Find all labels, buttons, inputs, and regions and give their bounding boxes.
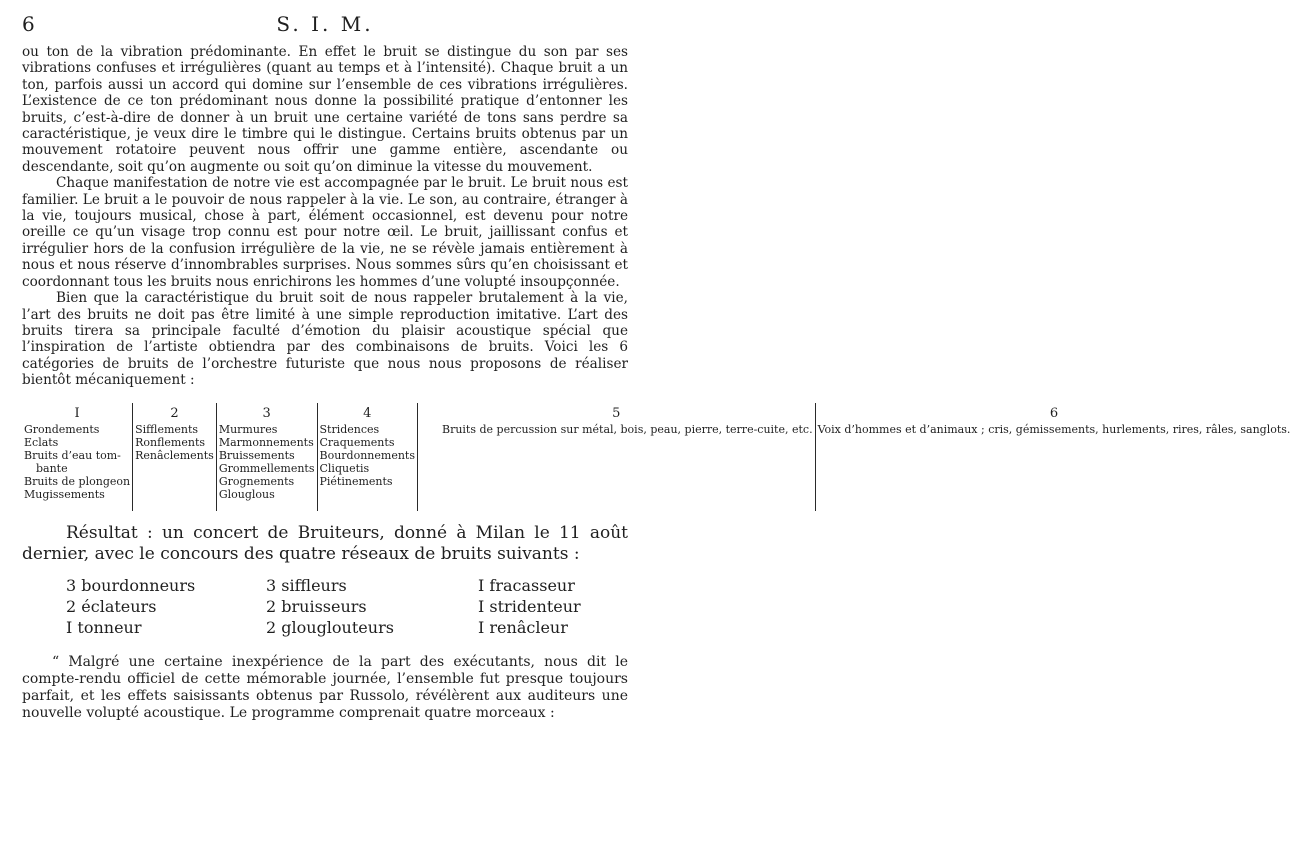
cell-line: Stridences bbox=[319, 422, 380, 436]
cell-line: Cliquetis bbox=[319, 461, 370, 475]
network-item: I renâcleur bbox=[478, 617, 568, 637]
table-header: 4 bbox=[317, 403, 417, 423]
cell-line: Bruissements bbox=[218, 448, 295, 462]
cell-line: Grognements bbox=[218, 474, 295, 488]
network-item: 3 bourdonneurs bbox=[66, 575, 196, 595]
cell-line: Eclats bbox=[24, 435, 59, 449]
table-header: 3 bbox=[216, 403, 317, 423]
table-cell bbox=[815, 423, 1292, 511]
table-header: 5 bbox=[417, 403, 815, 423]
paragraph: Chaque manifestation de notre vie est accompagnée par le bruit. Le bruit nous est familier. Le bruit a le pouvoir de nous rappeler à la vie. Le son, au contraire, étranger à la vie, toujours musical, chose à part, élément occasionnel, est devenu pour notre oreille ce qu’un visage trop connu est pour notre œil. Le bruit, jaillissant confus et irrégulier hors de la confusion irrégulière de la vie, ne se révèle jamais entièrement à nous et nous réserve d’innombrables surprises. Nous sommes sûrs qu’en choisissant et coordonnant tous les bruits nous enrichirons les hommes d’une volupté insoupçonnée. bbox=[22, 175, 628, 290]
paragraph: Bien que la caractéristique du bruit soit de nous rappeler brutalement à la vie, l’art des bruits ne doit pas être limité à une simple reproduction imitative. L’art des bruits tirera sa principale faculté d’émotion du plaisir acoustique spécial que l’inspiration de l’artiste obtiendra par des combinaisons de bruits. Voici les 6 catégories de bruits de l’orchestre futuriste que nous nous proposons de réaliser bientôt mécaniquement : bbox=[22, 290, 628, 389]
table-header: 2 bbox=[133, 403, 217, 423]
table-cell bbox=[417, 423, 815, 511]
table-cell bbox=[22, 423, 133, 511]
quote-paragraph bbox=[22, 654, 628, 723]
paragraph: ou ton de la vibration prédominante. En effet le bruit se distingue du son par ses vibrations confuses et irrégulières (quant au temps et à l’intensité). Chaque bruit a un ton, parfois aussi un accord qui domine sur l’ensemble de ces vibrations irrégulières. L’existence de ce ton prédominant nous donne la possibilité pratique d’entonner les bruits, c’est-à-dire de donner à un bruit une certaine variété de tons sans perdre sa caractéristique, je veux dire le timbre qui le distingue. Certains bruits obtenus par un mouvement rotatoire peuvent nous offrir une gamme entière, ascendante ou descendante, soit qu’on augmente ou soit qu’on diminue la vitesse du mouvement. bbox=[22, 44, 628, 175]
table-cell bbox=[317, 423, 417, 511]
cell-line: Mugissements bbox=[24, 487, 105, 501]
cell-line: Murmures bbox=[218, 422, 278, 436]
cell-line: Renâclements bbox=[135, 448, 214, 462]
cell-line: Grondements bbox=[24, 422, 100, 436]
cell-line: Bruits d’eau tom- bbox=[24, 448, 121, 462]
cell-line: Piétinements bbox=[319, 474, 393, 488]
cell-line: Sifflements bbox=[135, 422, 199, 436]
network-item: 2 glouglouteurs bbox=[266, 617, 394, 637]
cell-line: bante bbox=[36, 461, 68, 475]
page-number: 6 bbox=[22, 12, 35, 36]
noise-categories-table bbox=[22, 403, 1291, 511]
table-cell bbox=[216, 423, 317, 511]
table-header: 6 bbox=[815, 403, 1292, 423]
body-text bbox=[22, 44, 628, 389]
network-item: I fracasseur bbox=[478, 575, 575, 595]
network-item: 2 bruisseurs bbox=[266, 596, 367, 616]
cell-line: Craquements bbox=[319, 435, 395, 449]
network-item: I stridenteur bbox=[478, 596, 581, 616]
cell-line: Bruits de percussion sur métal, bois, peau, pierre, terre-cuite, etc. bbox=[441, 422, 813, 436]
result-paragraph: Résultat : un concert de Bruiteurs, donné à Milan le 11 août dernier, avec le concours des quatre réseaux de bruits suivants : bbox=[22, 522, 628, 564]
noise-networks-list bbox=[22, 575, 628, 638]
cell-line: Bourdonnements bbox=[319, 448, 415, 462]
page bbox=[22, 0, 1291, 722]
table-header: I bbox=[74, 406, 80, 422]
cell-line: Marmonnements bbox=[218, 435, 314, 449]
cell-line: Bruits de plongeon bbox=[24, 474, 131, 488]
cell-line: Ronflements bbox=[135, 435, 206, 449]
cell-line: Grommellements bbox=[218, 461, 315, 475]
network-item: I tonneur bbox=[66, 617, 142, 637]
quote-text: “ Malgré une certaine inexpérience de la part des exécutants, nous dit le compte-rendu officiel de cette mémorable journée, l’ensemble fut presque toujours parfait, et les effets saisissants obtenus par Russolo, révélèrent aux auditeurs une nouvelle volupté acoustique. Le programme comprenait quatre morceaux : bbox=[22, 653, 628, 722]
network-item: 2 éclateurs bbox=[66, 596, 157, 616]
running-head: S. I. M. bbox=[276, 12, 374, 36]
network-item: 3 siffleurs bbox=[266, 575, 347, 595]
cell-line: Voix d’hommes et d’animaux ; cris, gémissements, hurlements, rires, râles, sanglots. bbox=[817, 422, 1291, 436]
page-header bbox=[22, 0, 628, 44]
cell-line: Glouglous bbox=[218, 487, 275, 501]
table-cell bbox=[133, 423, 217, 511]
